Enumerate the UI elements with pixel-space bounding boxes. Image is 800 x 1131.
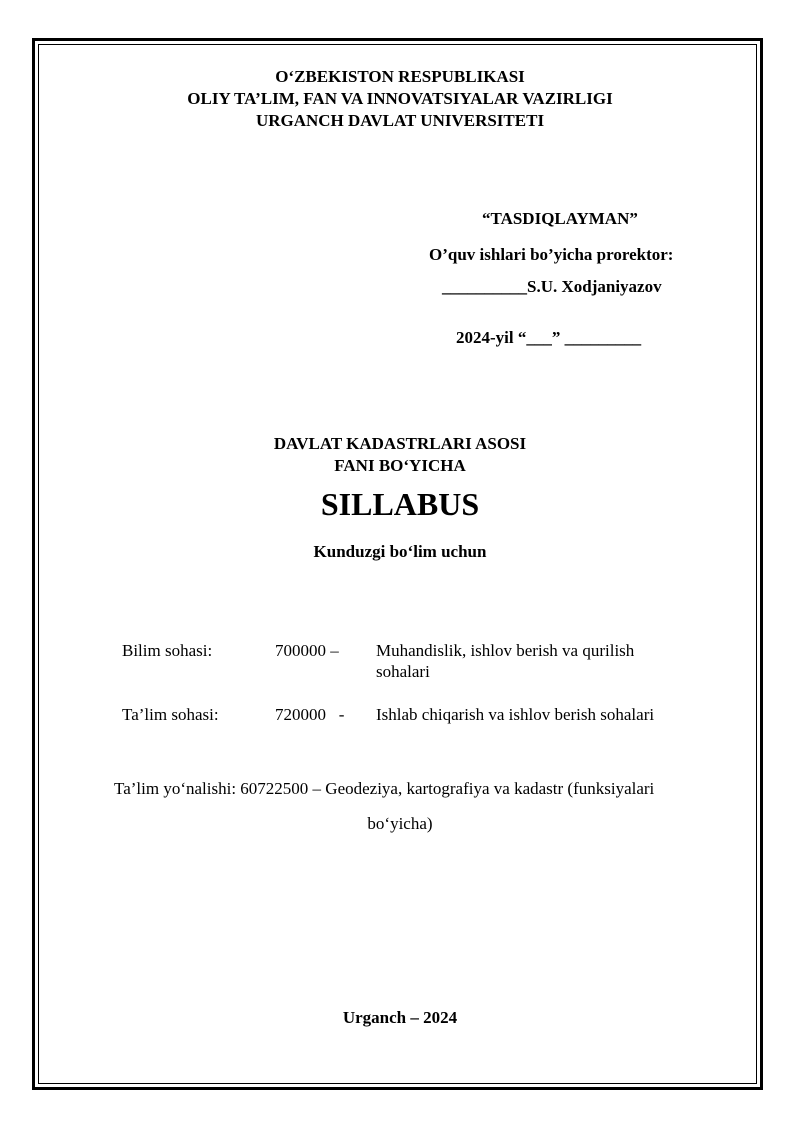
page-border-inner (38, 44, 757, 1084)
approval-role: O’quv ishlari bo’yicha prorektor: (429, 245, 674, 264)
footer-city-year: Urganch – 2024 (342, 1008, 458, 1027)
approval-signature: __________S.U. Xodjaniyazov (442, 277, 662, 296)
subject-name: DAVLAT KADASTRLARI ASOSI (273, 434, 527, 453)
bilim-sohasi-code: 700000 – (275, 641, 339, 660)
header-university: URGANCH DAVLAT UNIVERSITETI (255, 111, 545, 130)
bilim-sohasi-label: Bilim sohasi: (122, 641, 213, 660)
talim-yonalishi-cont: bo‘yicha) (367, 814, 433, 833)
subject-subtitle: FANI BO‘YICHA (334, 456, 466, 475)
bilim-sohasi-value-cont: sohalari (376, 662, 430, 681)
talim-sohasi-value: Ishlab chiqarish va ishlov berish sohalari (376, 705, 655, 724)
approval-date: 2024-yil “___” _________ (456, 328, 642, 347)
document-title: SILLABUS (320, 486, 480, 522)
header-ministry: OLIY TA’LIM, FAN VA INNOVATSIYALAR VAZIRLIGI (187, 89, 613, 108)
approval-title: “TASDIQLAYMAN” (482, 209, 638, 228)
bilim-sohasi-value: Muhandislik, ishlov berish va qurilish (376, 641, 635, 660)
header-country: O‘ZBEKISTON RESPUBLIKASI (275, 67, 525, 86)
section-label: Kunduzgi bo‘lim uchun (313, 542, 487, 561)
talim-yonalishi: Ta’lim yo‘nalishi: 60722500 – Geodeziya, kartografiya va kadastr (funksiyalari (114, 779, 655, 798)
talim-sohasi-code: 720000 - (275, 705, 345, 724)
talim-sohasi-label: Ta’lim sohasi: (122, 705, 219, 724)
